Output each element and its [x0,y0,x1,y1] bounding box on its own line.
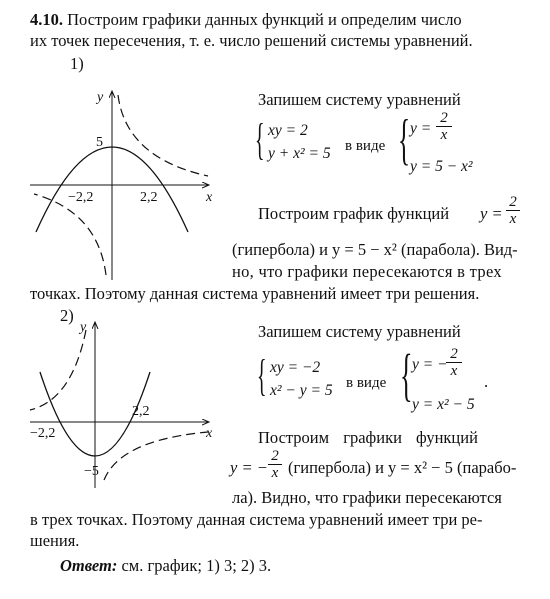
problem-intro-line2: их точек пересечения, т. е. число решений системы уравнений. [30,31,473,50]
part1-tick-pos: 2,2 [140,190,158,205]
part1-brace-left: { [255,115,265,164]
problem-number: 4.10. [30,10,63,29]
part2-build-text: Построим графики функций [258,428,478,447]
part1-heading: Запишем систему уравнений [258,90,461,109]
answer-label: Ответ: [60,556,118,575]
part2-line-d: шения. [30,531,80,550]
part2-sys-right-1-lhs: y = − [412,356,448,373]
part2-x-label: x [206,426,213,441]
part2-build-den: x [268,464,282,481]
part1-frac-den: x [436,126,452,143]
part1-tick-5: 5 [96,135,103,150]
part1-sys-left-2: y + x² = 5 [268,145,331,162]
part2-tick-neg: −2,2 [30,426,56,441]
part2-build-num: 2 [271,448,279,464]
part2-sys-left-2: x² − y = 5 [270,382,333,399]
part1-in-form: в виде [345,138,386,154]
part2-brace-left: { [257,351,267,400]
part2-frac-den: x [446,362,462,379]
part2-line-c: в трех точках. Поэтому данная система уравнений имеет три ре- [30,510,483,529]
answer-line [60,556,271,575]
part1-build-lhs: y = [480,204,503,223]
part2-frac-num: 2 [450,346,458,362]
part2-line-a: (гипербола) и y = x² − 5 (парабо- [288,458,517,477]
part2-brace-right: { [400,342,413,407]
part2-tick-neg5: −5 [84,464,99,479]
part1-tick-neg: −2,2 [68,190,94,205]
part2-line-b: ла). Видно, что графики пересекаются [232,488,502,507]
problem-intro-line1: Построим графики данных функций и определим число [67,10,462,29]
part1-x-label: x [206,190,213,205]
part2-build-lhs: y = − [230,458,268,477]
part1-frac-num: 2 [440,110,448,126]
part2-label: 2) [60,306,74,325]
part1-sys-left-1: xy = 2 [268,122,308,139]
part1-label: 1) [70,54,84,73]
part1-build-num: 2 [509,194,517,210]
part1-build-text: Построим график функций [258,204,450,223]
part2-build-frac [268,448,282,481]
part1-line-b: но, что графики пересекаются в трех [232,262,502,281]
part2-sys-left-1: xy = −2 [270,359,321,376]
answer-text: см. график; 1) 3; 2) 3. [121,556,272,575]
part1-line-a: (гипербола) и y = 5 − x² (парабола). Вид- [232,240,518,259]
part1-brace-right: { [398,109,411,171]
part2-heading: Запишем систему уравнений [258,322,461,341]
part1-build-den: x [506,210,520,227]
part1-sys-right-2: y = 5 − x² [410,158,473,175]
part1-sys-right-1-lhs: y = [410,120,432,137]
part2-sys-dot: . [484,372,489,391]
part2-in-form: в виде [346,375,387,391]
part2-sys-right-2: y = x² − 5 [412,396,475,413]
part2-tick-pos: 2,2 [132,404,150,419]
part2-y-label: y [80,320,87,335]
part1-y-label: y [97,90,104,105]
part2-sys-right-1-frac [446,346,462,379]
part2-hyperbola-left [30,330,86,410]
part1-line-c: точках. Поэтому данная система уравнений имеет три решения. [30,284,480,303]
